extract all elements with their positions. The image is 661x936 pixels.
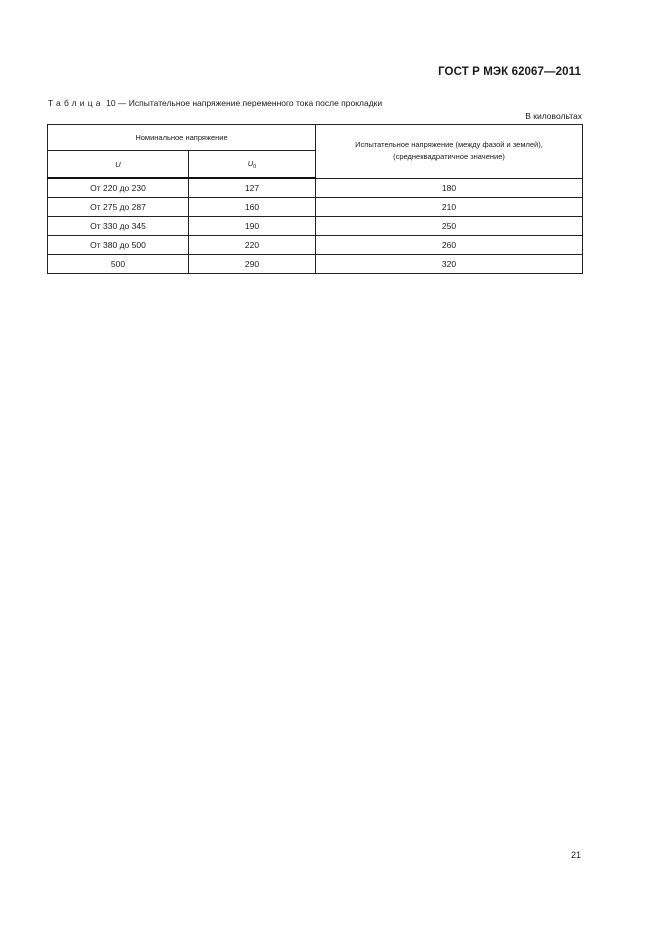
header-u0-subscript: 0 [253,163,257,170]
header-test-line1: Испытательное напряжение (между фазой и землей), [355,140,543,150]
table-caption-label: Таблица [48,98,104,108]
table-caption-text: 10 — Испытательное напряжение переменного тока после прокладки [106,98,383,108]
cell-u: От 220 до 230 [48,178,189,198]
header-u [48,151,189,179]
header-u0-symbol: U [247,158,254,168]
header-u0 [189,151,316,179]
voltage-table [47,124,583,274]
cell-u: 500 [48,255,189,274]
header-test-line2: (среднеквадратичное значение) [393,152,505,162]
table-caption [48,98,382,108]
header-test-voltage [316,125,583,179]
cell-u0: 160 [189,198,316,217]
cell-u0: 290 [189,255,316,274]
table-row [48,178,583,198]
cell-test-voltage: 250 [316,217,583,236]
cell-u: От 380 до 500 [48,236,189,255]
cell-u0: 190 [189,217,316,236]
cell-u: От 330 до 345 [48,217,189,236]
cell-u0: 220 [189,236,316,255]
table-row [48,236,583,255]
cell-test-voltage: 320 [316,255,583,274]
table-row [48,198,583,217]
page-number: 21 [570,850,581,860]
cell-test-voltage: 210 [316,198,583,217]
cell-test-voltage: 180 [316,178,583,198]
cell-test-voltage: 260 [316,236,583,255]
cell-u0: 127 [189,178,316,198]
cell-u: От 275 до 287 [48,198,189,217]
table-row [48,217,583,236]
table-row [48,255,583,274]
document-code: ГОСТ Р МЭК 62067—2011 [438,66,581,78]
units-note: В киловольтах [525,111,582,121]
header-nominal-voltage: Номинальное напряжение [48,125,316,151]
header-u-symbol: U [115,159,121,169]
